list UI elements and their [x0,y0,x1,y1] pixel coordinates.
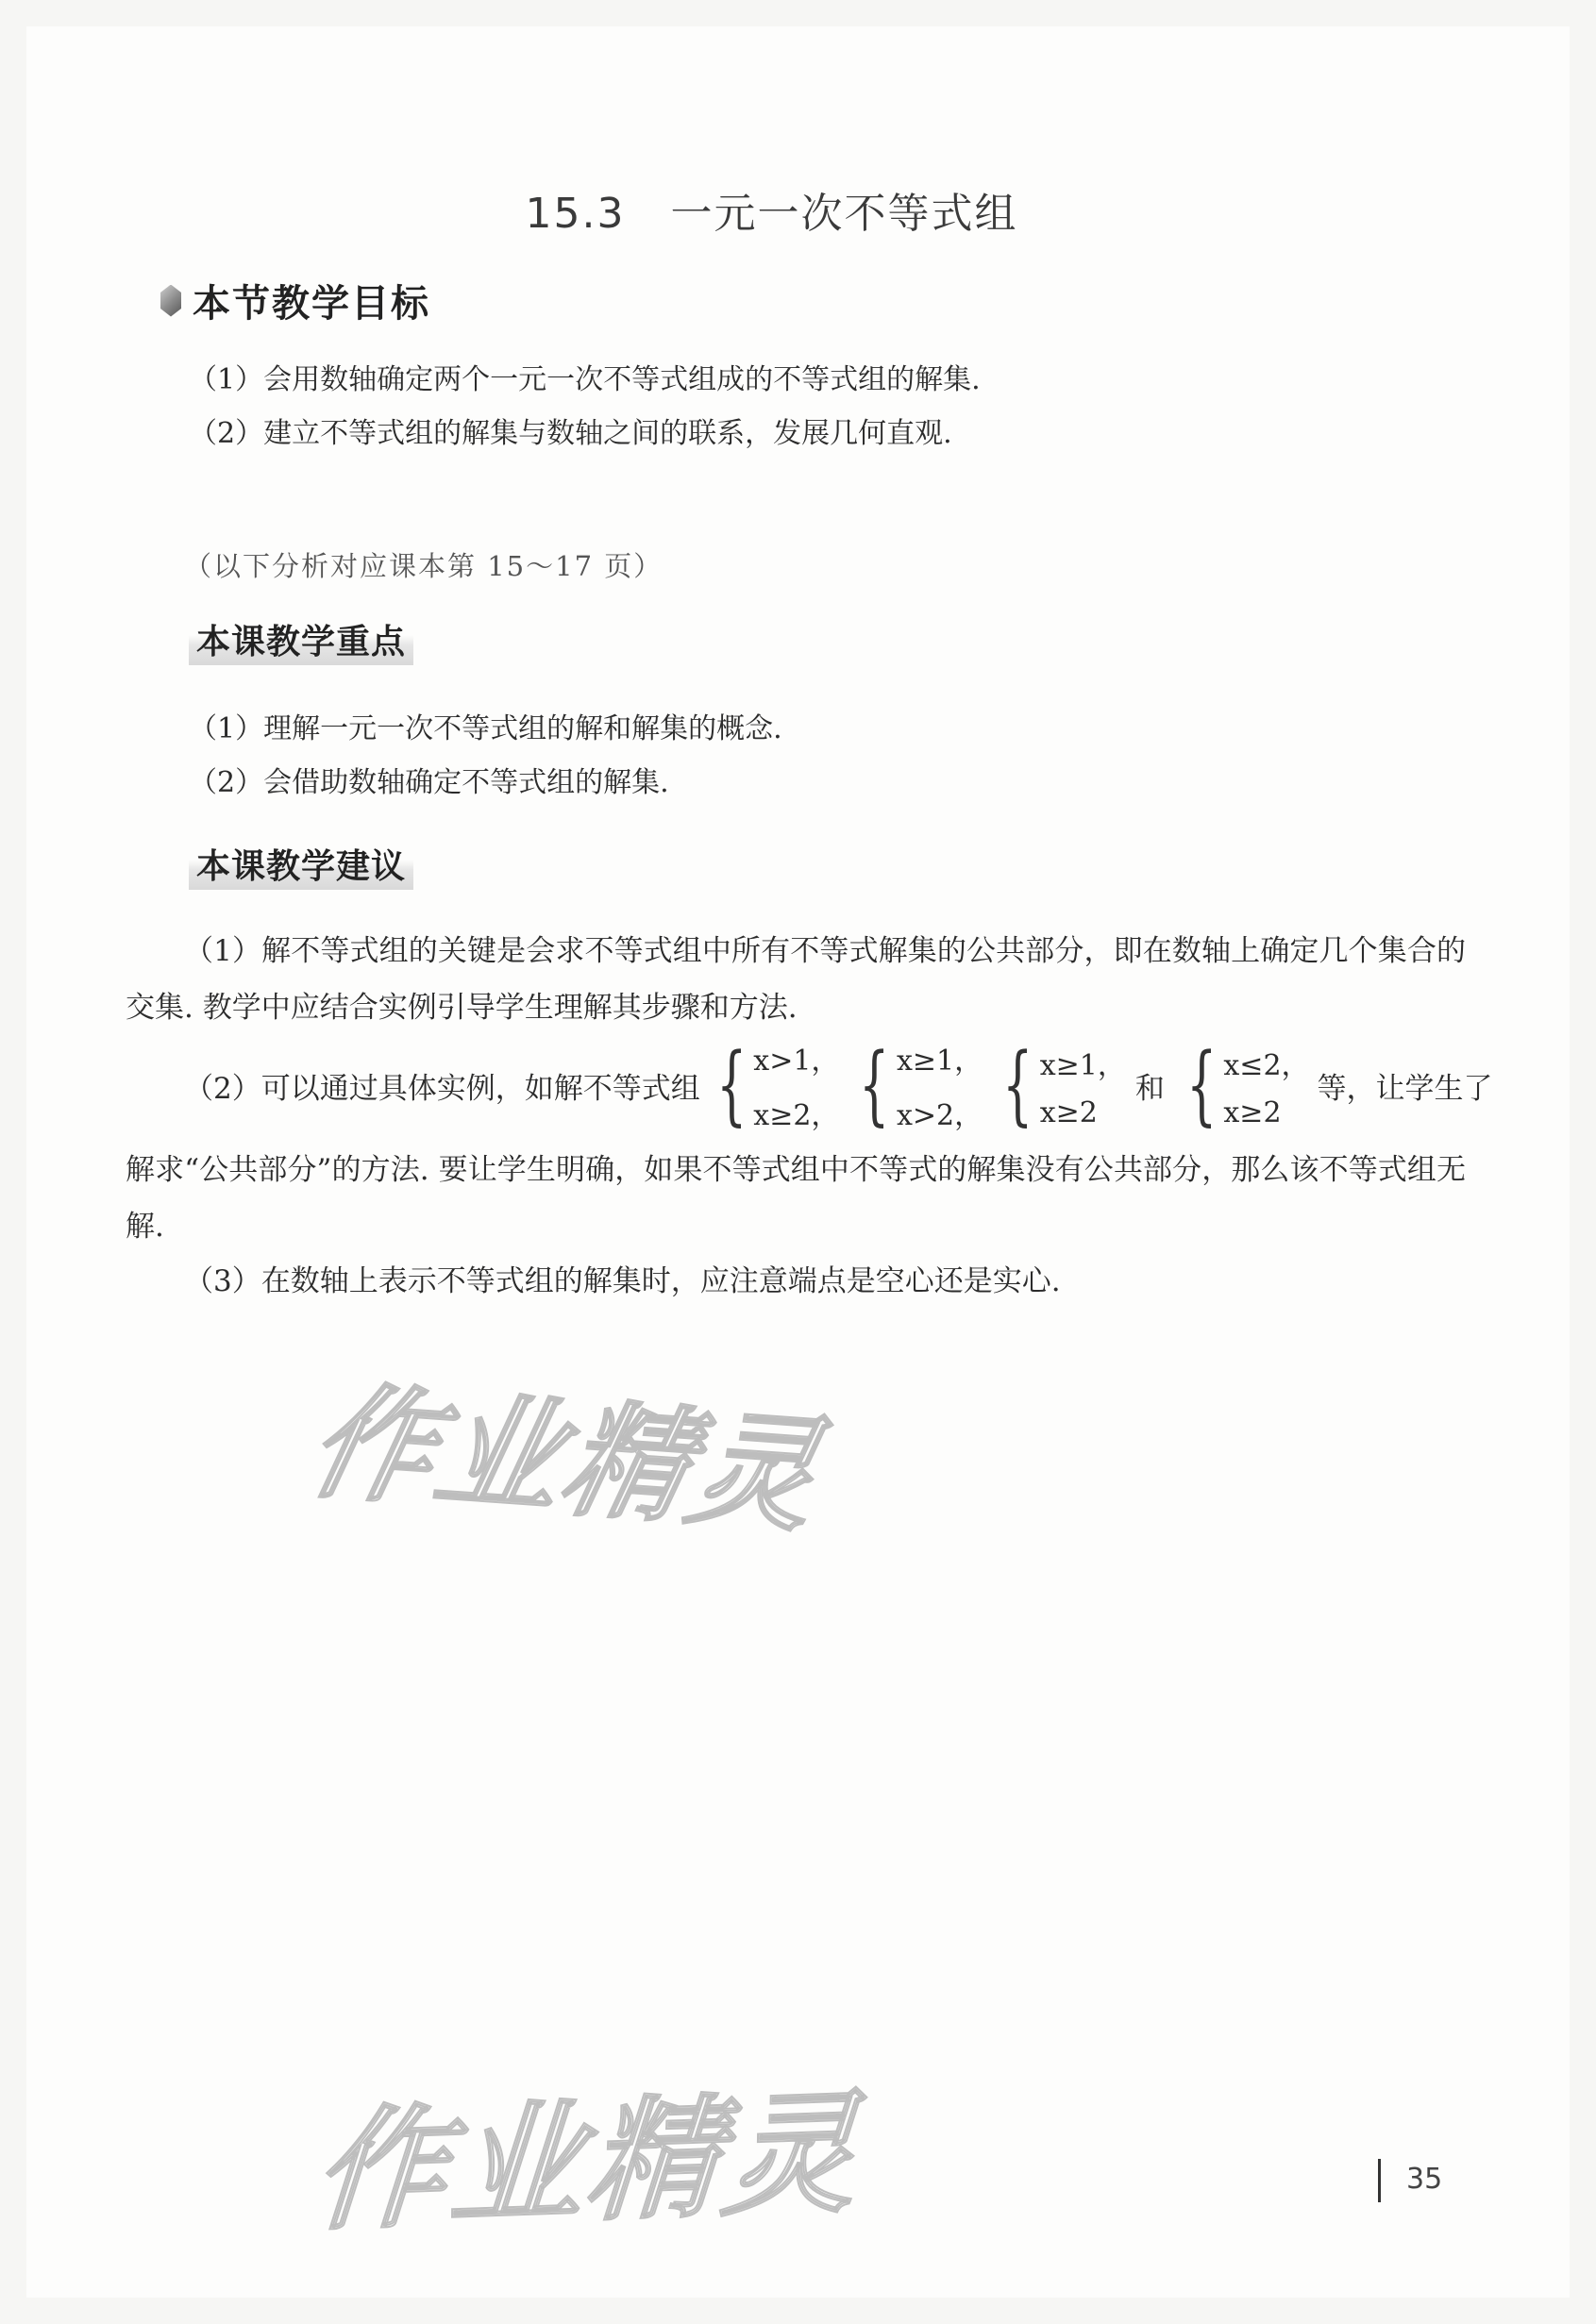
section-title-text: 一元一次不等式组 [670,190,1018,238]
system-line: x≥2 [1223,1095,1282,1129]
brace-icon: { [1002,1034,1033,1135]
system-line: x≥2， [753,1099,840,1132]
reference-note: （以下分析对应课本第 15～17 页） [184,550,664,582]
objective-item: （1）会用数轴确定两个一元一次不等式组成的不等式组的解集. [189,363,981,396]
watermark-top: 作业精灵 [296,1369,835,1550]
suggestions-heading: 本课教学建议 [189,840,413,890]
section-title [0,179,1543,240]
p2-lead-text: （2）可以通过具体实例，如解不等式组 [184,1071,700,1106]
brace-icon: { [1186,1034,1218,1135]
suggestion-paragraph-3: （3）在数轴上表示不等式组的解集时，应注意端点是空心还是实心. [184,1264,1061,1298]
inequality-system [704,1034,840,1135]
diamond-bullet-icon [160,285,181,317]
page-number: 35 [1406,2163,1443,2196]
inequality-system [1174,1034,1310,1135]
watermark-bottom: 作业精灵 [309,2076,865,2249]
system-line: x≥1， [1039,1048,1126,1082]
system-line: x≥2 [1039,1095,1098,1129]
system-line: x≤2， [1223,1048,1310,1082]
brace-icon: { [859,1034,890,1135]
system-line: x>2， [896,1099,983,1132]
p2-tail-text: 等，让学生了 [1317,1071,1493,1106]
inequality-system [847,1034,983,1135]
suggestion-paragraph-1: （1）解不等式组的关键是会求不等式组中所有不等式解集的公共部分，即在数轴上确定几个集合的交集. 教学中应结合实例引导学生理解其步骤和方法. [126,934,1466,1025]
objective-item: （2）建立不等式组的解集与数轴之间的联系，发展几何直观. [189,417,952,450]
system-line: x≥1， [896,1045,983,1078]
objectives-heading-text: 本节教学目标 [193,282,430,326]
brace-icon: { [715,1034,748,1135]
system-line: x>1， [753,1045,840,1078]
objectives-heading [160,274,430,327]
and-word: 和 [1134,1071,1165,1106]
inequality-system [990,1034,1126,1135]
suggestion-paragraph-2-rest: 解求“公共部分”的方法. 要让学生明确，如果不等式组中不等式的解集没有公共部分，那么该不等式组无解. [126,1153,1466,1244]
key-point-item: （2）会借助数轴确定不等式组的解集. [189,766,669,799]
suggestion-paragraph-2-lead [126,1033,1493,1137]
section-number: 15.3 [525,190,626,238]
page-number-divider [1378,2159,1381,2202]
key-points-heading: 本课教学重点 [189,615,413,665]
key-point-item: （1）理解一元一次不等式组的解和解集的概念. [189,712,782,745]
